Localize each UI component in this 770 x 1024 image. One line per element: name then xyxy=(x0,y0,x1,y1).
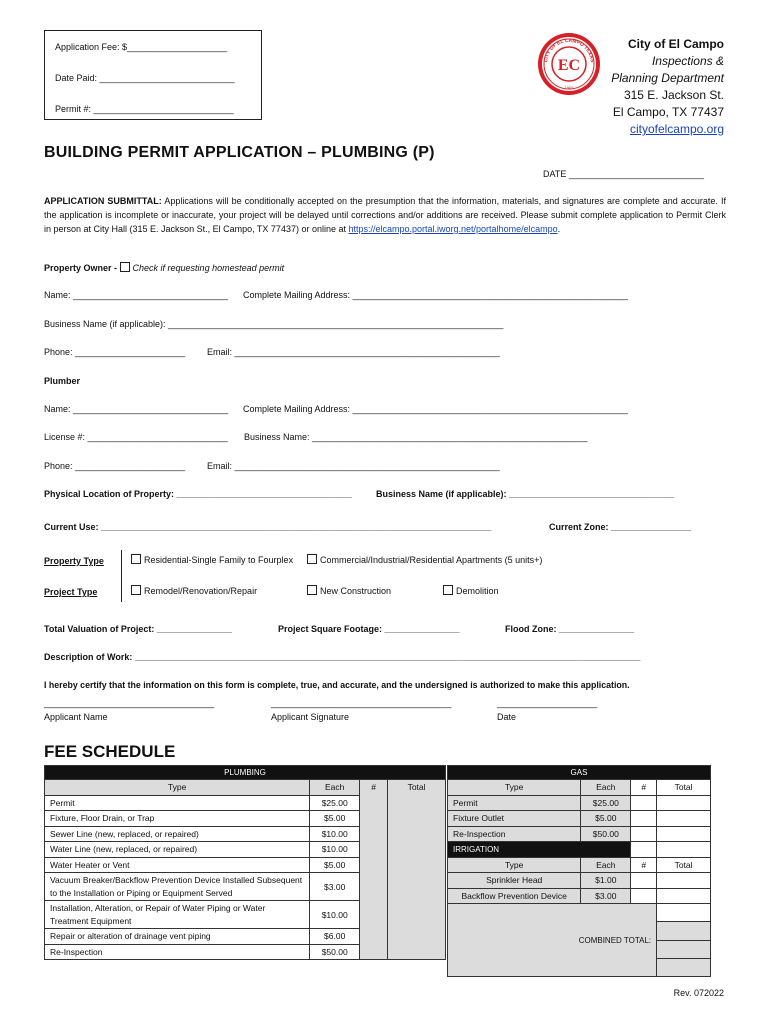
plumber-business-name-field[interactable]: Business Name: _______________________________________________________ xyxy=(244,432,588,442)
new-construction-checkbox[interactable] xyxy=(307,585,317,595)
signature-date-line[interactable]: ____________________ xyxy=(497,698,598,708)
property-type-commercial[interactable]: Commercial/Industrial/Residential Apartments (5 units+) xyxy=(307,554,542,565)
remodel-checkbox[interactable] xyxy=(131,585,141,595)
gas-header: GAS xyxy=(448,766,711,780)
table-row: Repair or alteration of drainage vent piping $6.00 xyxy=(45,929,446,945)
city-name: City of El Campo xyxy=(627,37,724,51)
gas-col-total[interactable]: Total xyxy=(657,780,711,796)
project-type-demolition[interactable]: Demolition xyxy=(443,585,499,596)
applicant-signature-label: Applicant Signature xyxy=(271,712,350,722)
plumbing-fee-table xyxy=(44,765,446,960)
table-row: Sewer Line (new, replaced, or repaired) $10.00 xyxy=(45,826,446,842)
square-footage-field[interactable]: Project Square Footage: _______________ xyxy=(278,624,460,634)
description-of-work-field[interactable]: Description of Work: _____________________________________________________________________________________________________ xyxy=(44,652,641,662)
gas-col-num[interactable]: # xyxy=(631,780,657,796)
svg-text:CITY OF EL CAMPO TEXAS: CITY OF EL CAMPO TEXAS xyxy=(543,37,595,63)
owner-business-name-field[interactable]: Business Name (if applicable): ___________________________________________________________________ xyxy=(44,319,504,329)
plumber-heading: Plumber xyxy=(44,376,81,386)
gas-fee-table: GAS Type Each # Total Permit $25.00 Fixture Outlet $5.00 Re-Inspection $50.00 IRRIGATION Type Each # Total Sprinkler Head $1.00 Backflow Prevention Device $3.00 COMBINED TOTAL: xyxy=(447,765,711,977)
city-seal-logo xyxy=(537,32,601,96)
commercial-checkbox[interactable] xyxy=(307,554,317,564)
location-business-name-field[interactable]: Business Name (if applicable): _________________________________ xyxy=(376,489,675,499)
signature-date-label: Date xyxy=(497,712,517,722)
current-zone-field[interactable]: Current Zone: ________________ xyxy=(549,522,692,532)
date-paid-field[interactable]: Date Paid: ___________________________ xyxy=(55,73,235,83)
department-line-2: Planning Department xyxy=(611,71,724,85)
plumbing-header: PLUMBING xyxy=(45,766,446,780)
page-title: BUILDING PERMIT APPLICATION – PLUMBING (P) xyxy=(44,144,435,161)
street-address: 315 E. Jackson St. xyxy=(623,88,724,102)
total-valuation-field[interactable]: Total Valuation of Project: _______________ xyxy=(44,624,232,634)
plumbing-col-type: Type xyxy=(45,780,310,796)
applicant-name-label: Applicant Name xyxy=(44,712,108,722)
portal-link[interactable]: https://elcampo.portal.iworg.net/portalhome/elcampo xyxy=(348,224,558,234)
homestead-checkbox[interactable] xyxy=(120,262,130,272)
certification-statement: I hereby certify that the information on this form is complete, true, and accurate, and the undersigned is authorized to make this application. xyxy=(44,680,630,690)
department-line-1: Inspections & xyxy=(651,54,724,68)
owner-email-field[interactable]: Email: _____________________________________________________ xyxy=(207,347,500,357)
table-row: Water Heater or Vent $5.00 xyxy=(45,857,446,873)
plumber-mailing-address-field[interactable]: Complete Mailing Address: _______________________________________________________ xyxy=(243,404,628,414)
residential-checkbox[interactable] xyxy=(131,554,141,564)
table-row: Fixture, Floor Drain, or Trap $5.00 xyxy=(45,811,446,827)
irrigation-header: IRRIGATION xyxy=(448,842,631,858)
property-type-label: Property Type xyxy=(44,556,104,566)
plumber-phone-field[interactable]: Phone: ______________________ xyxy=(44,461,186,471)
plumbing-col-total[interactable]: Total xyxy=(388,780,446,960)
table-row: Fixture Outlet $5.00 xyxy=(448,811,711,827)
plumbing-col-num[interactable]: # xyxy=(360,780,388,960)
physical-location-field[interactable]: Physical Location of Property: ___________________________________ xyxy=(44,489,352,499)
table-row: Sprinkler Head $1.00 xyxy=(448,873,711,889)
table-row: Water Line (new, replaced, or repaired) $10.00 xyxy=(45,842,446,858)
owner-phone-field[interactable]: Phone: ______________________ xyxy=(44,347,186,357)
table-row: Backflow Prevention Device $3.00 xyxy=(448,888,711,904)
revision-label: Rev. 072022 xyxy=(673,988,724,998)
demolition-checkbox[interactable] xyxy=(443,585,453,595)
table-row: Re-Inspection $50.00 xyxy=(448,826,711,842)
city-state-zip: El Campo, TX 77437 xyxy=(612,105,724,119)
applicant-name-line[interactable]: __________________________________ xyxy=(44,698,215,708)
date-field[interactable]: DATE ___________________________ xyxy=(543,169,704,179)
owner-name-field[interactable]: Name: _______________________________ xyxy=(44,290,229,300)
table-row: Permit $25.00 xyxy=(45,795,446,811)
plumbing-col-each: Each xyxy=(310,780,360,796)
current-use-field[interactable]: Current Use: ______________________________________________________________________________ xyxy=(44,522,492,532)
project-type-new-construction[interactable]: New Construction xyxy=(307,585,391,596)
table-row: Installation, Alteration, or Repair of Water Piping or Water Treatment Equipment $10.00 xyxy=(45,901,446,929)
type-divider xyxy=(121,550,122,602)
combined-total-value[interactable] xyxy=(657,904,711,922)
plumber-name-field[interactable]: Name: _______________________________ xyxy=(44,404,229,414)
flood-zone-field[interactable]: Flood Zone: _______________ xyxy=(505,624,635,634)
applicant-signature-line[interactable]: ____________________________________ xyxy=(271,698,452,708)
office-use-box xyxy=(44,30,262,120)
project-type-label: Project Type xyxy=(44,587,98,597)
application-fee-field[interactable]: Application Fee: $____________________ xyxy=(55,42,228,52)
plumber-email-field[interactable]: Email: _____________________________________________________ xyxy=(207,461,500,471)
property-owner-section: Property Owner - Check if requesting homestead permit xyxy=(44,263,285,273)
table-row: Permit $25.00 xyxy=(448,795,711,811)
table-row: Vacuum Breaker/Backflow Prevention Device Installed Subsequent to the Installation or Piping or Equipment Served $3.00 xyxy=(45,873,446,901)
combined-total-label: COMBINED TOTAL: xyxy=(448,904,657,977)
property-type-residential[interactable]: Residential-Single Family to Fourplex xyxy=(131,554,293,565)
svg-text:EC: EC xyxy=(557,57,581,74)
city-website-link[interactable]: cityofelcampo.org xyxy=(629,122,724,136)
permit-number-field[interactable]: Permit #: ____________________________ xyxy=(55,104,234,114)
city-address-block xyxy=(611,36,724,138)
owner-mailing-address-field[interactable]: Complete Mailing Address: _______________________________________________________ xyxy=(243,290,628,300)
fee-schedule-title: FEE SCHEDULE xyxy=(44,742,176,761)
project-type-remodel[interactable]: Remodel/Renovation/Repair xyxy=(131,585,257,596)
svg-text:1905: 1905 xyxy=(564,85,574,90)
plumber-license-field[interactable]: License #: ____________________________ xyxy=(44,432,228,442)
table-row: Re-Inspection $50.00 xyxy=(45,944,446,960)
application-submittal-notice: APPLICATION SUBMITTAL: Applications will be conditionally accepted on the presumption that the information, materials, and signatures are complete and accurate. If the application is incomplete or inaccurate, your project will be delayed until corrections and/or additions are received. Please submit complete application to Permit Clerk in person at City Hall (315 E. Jackson St., El Campo, TX 77437) or online at https://elcampo.portal.iworg.net/portalhome/elcampo. xyxy=(44,196,726,234)
